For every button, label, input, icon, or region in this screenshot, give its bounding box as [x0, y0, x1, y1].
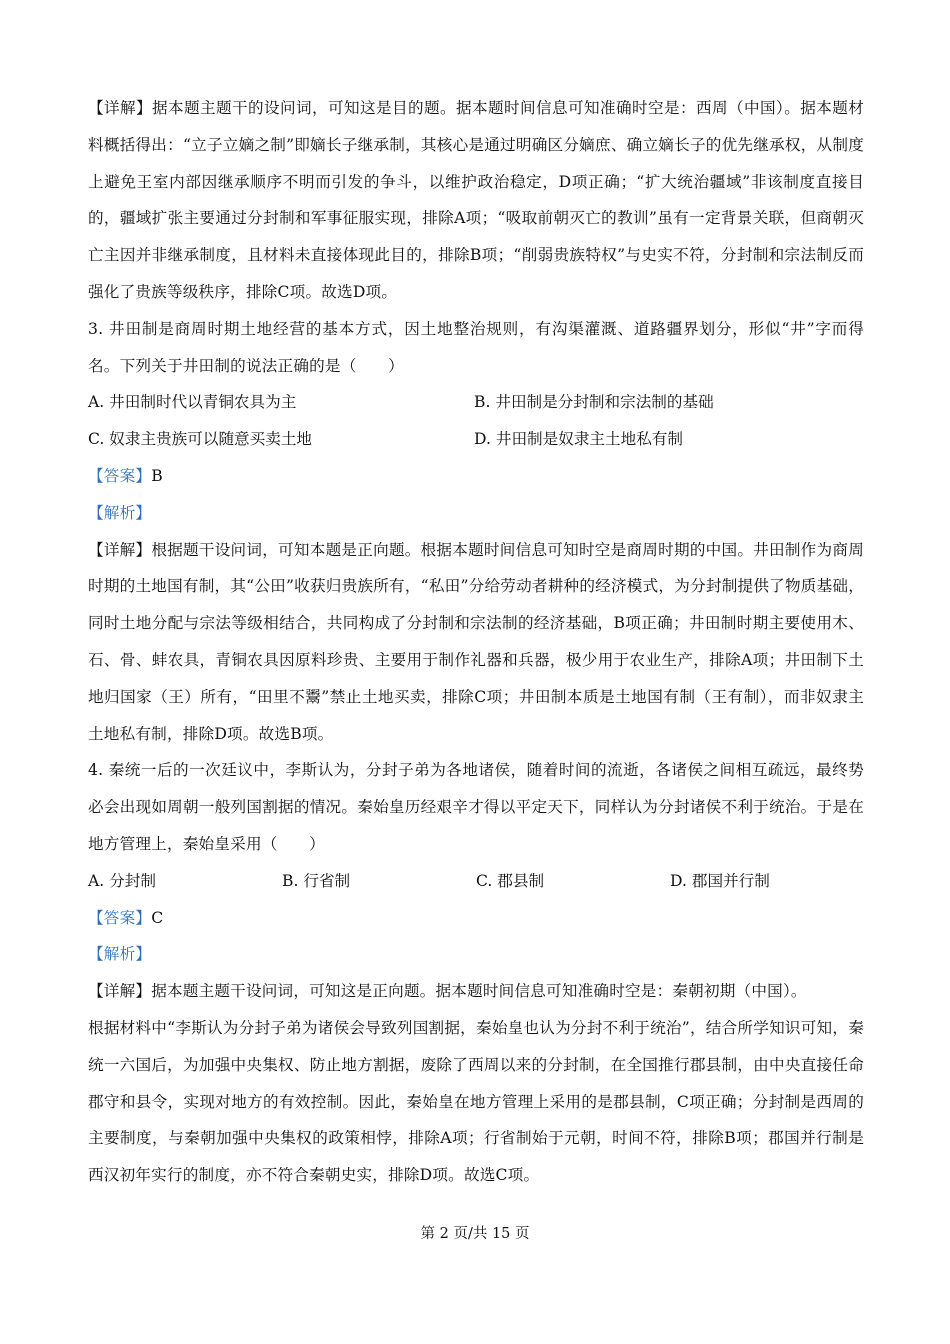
q2-explain-text: 据本题主题干的设问词，可知这是目的题。据本题时间信息可知准确时空是：西周（中国）。据本题材料概括得出：“立子立嫡之制”即嫡长子继承制，其核心是通过明确区分嫡庶、确立嫡长子的优先继承权，从制度上避免王室内部因继承顺序不明而引发的争斗，以维护政治稳定，D项正确；“扩大统治疆域”非该制度直接目的，疆域扩张主要通过分封制和军事征服实现，排除A项；“吸取前朝灭亡的教训”虽有一定背景关联，但商朝灭亡主因并非继承制度，且材料未直接体现此目的，排除B项；“削弱贵族特权”与史实不符，分封制和宗法制反而强化了贵族等级秩序，排除C项。故选D项。: [88, 99, 864, 301]
q4-explain-text-1: 据本题主题干设问词，可知这是正向题。据本题时间信息可知准确时空是：秦朝初期（中国）。: [151, 982, 807, 1001]
q4-answer-value: C: [151, 908, 164, 927]
q3-explain-text: 根据题干设问词，可知本题是正向题。根据本题时间信息可知时空是商周时期的中国。井田制作为商周时期的土地国有制，其“公田”收获归贵族所有，“私田”分给劳动者耕种的经济模式，为分封制提供了物质基础，同时土地分配与宗法等级相结合，共同构成了分封制和宗法制的经济基础，B项正确；井田制时期主要使用木、石、骨、蚌农具，青铜农具因原料珍贵、主要用于制作礼器和兵器，极少用于农业生产，排除A项；井田制下土地归国家（王）所有，“田里不鬻”禁止土地买卖，排除C项；井田制本质是土地国有制（王有制），而非奴隶主土地私有制，排除D项。故选B项。: [88, 540, 864, 743]
q2-explanation: [88, 90, 864, 311]
q3-explain-tag: 【详解】: [88, 540, 152, 559]
page-footer: 第 2 页/共 15 页: [420, 1226, 530, 1242]
q3-answer: [88, 458, 864, 495]
q3-answer-value: B: [151, 466, 163, 485]
q4-explain-tag: 【详解】: [88, 982, 152, 1001]
q4-explanation-line1: [88, 973, 864, 1010]
q3-option-a: A. 井田制时代以青铜农具为主: [88, 393, 297, 412]
q4-option-c: C. 郡县制: [476, 871, 545, 890]
q2-explain-tag: 【详解】: [88, 99, 152, 117]
q3-analysis-tag: 【解析】: [88, 503, 152, 522]
q4-explanation-rest: 根据材料中“李斯认为分封子弟为诸侯会导致列国割据，秦始皇也认为分封不利于统治”，结合所学知识可知，秦统一六国后，为加强中央集权、防止地方割据，废除了西周以来的分封制，在全国推行郡县制，由中央直接任命郡守和县令，实现对地方的有效控制。因此，秦始皇在地方管理上采用的是郡县制，C项正确；分封制是西周的主要制度，与秦朝加强中央集权的政策相悖，排除A项；行省制始于元朝，时间不符，排除B项；郡国并行制是西汉初年实行的制度，亦不符合秦朝史实，排除D项。故选C项。: [88, 1018, 864, 1185]
q4-option-d: D. 郡国并行制: [670, 871, 770, 890]
q4-answer: [88, 900, 864, 937]
document-page: [88, 90, 864, 1194]
q3-options: [88, 384, 864, 458]
q3-answer-tag: 【答案】: [88, 466, 152, 485]
q4-answer-tag: 【答案】: [88, 908, 152, 927]
q4-options: [88, 863, 864, 900]
q4-option-b: B. 行省制: [282, 871, 351, 890]
q4-stem: 4. 秦统一后的一次廷议中，李斯认为，分封子弟为各地诸侯，随着时间的流逝，各诸侯之间相互疏远，最终势必会出现如周朝一般列国割据的情况。秦始皇历经艰辛才得以平定天下，同样认为分封诸侯不利于统治。于是在地方管理上，秦始皇采用（ ）: [88, 761, 864, 853]
q3-stem: 3. 井田制是商周时期土地经营的基本方式，因土地整治规则，有沟渠灌溉、道路疆界划分，形似“井”字而得名。下列关于井田制的说法正确的是（ ）: [88, 319, 864, 375]
q4-analysis-tag: 【解析】: [88, 945, 152, 964]
q4-option-a: A. 分封制: [88, 871, 156, 890]
q3-option-d: D. 井田制是奴隶主土地私有制: [474, 430, 683, 449]
q3-option-c: C. 奴隶主贵族可以随意买卖土地: [88, 430, 313, 449]
q3-option-b: B. 井田制是分封制和宗法制的基础: [474, 393, 714, 412]
q3-explanation: [88, 532, 864, 753]
